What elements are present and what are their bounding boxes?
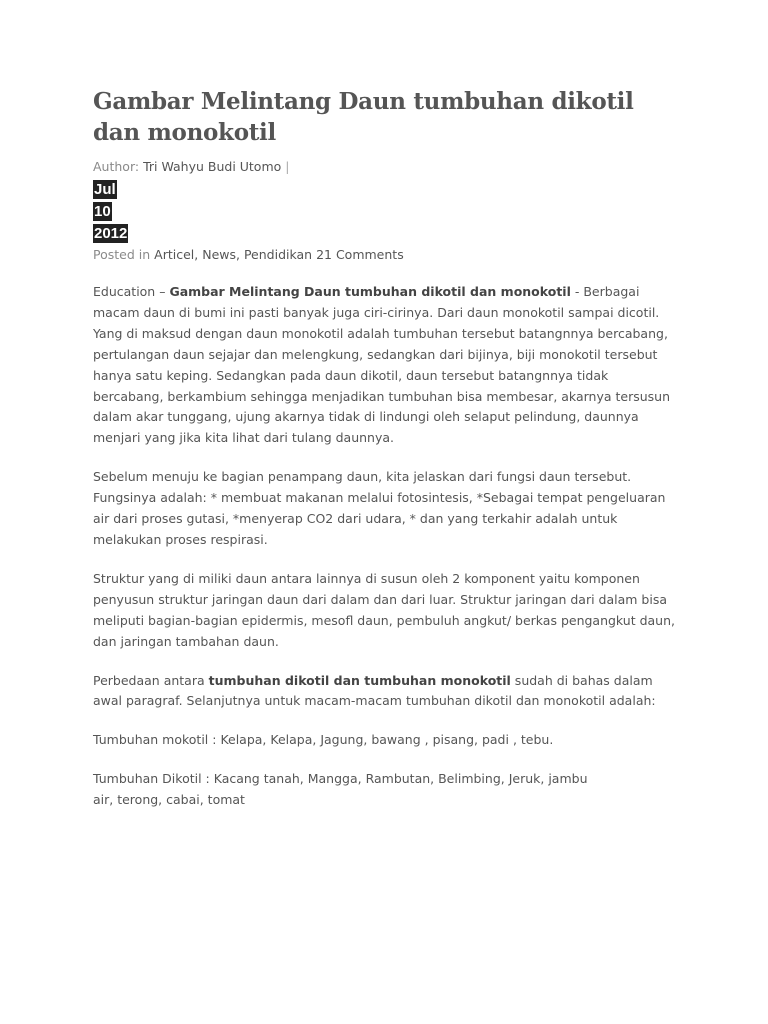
category-link-news[interactable]: News xyxy=(202,247,236,262)
dicot-list-line2: air, terong, cabai, tomat xyxy=(93,792,245,808)
category-link-articel[interactable]: Articel xyxy=(154,247,195,262)
date-day: 10 xyxy=(94,203,111,220)
author-link[interactable]: Tri Wahyu Budi Utomo xyxy=(143,159,282,174)
paragraph-structure: Struktur yang di miliki daun antara lainnya di susun oleh 2 komponent yaitu komponen penyusun struktur jaringan daun dari dalam dan dari luar. Struktur jaringan dari dalam bisa meliputi bagian-bagian epidermis, mesofl daun, pembuluh angkut/ berkas pengangkut daun, dan jaringan tambahan daun. xyxy=(93,570,676,649)
intro-bold-title: Gambar Melintang Daun tumbuhan dikotil dan monokotil xyxy=(169,284,571,299)
paragraph-dicot-list xyxy=(93,769,678,811)
differences-text: sudah di bahas dalam awal paragraf. Selanjutnya untuk macam-macam tumbuhan dikotil dan monokotil adalah: xyxy=(93,672,656,709)
posted-in-line: Posted in Articel, News, Pendidikan 21 Comments xyxy=(93,247,404,262)
intro-text: - Berbagai macam daun di bumi ini pasti banyak juga ciri-cirinya. Dari daun monokotil sampai dicotil. Yang di maksud dengan daun monokotil adalah tumbuhan tersebut batangnnya bercabang, pertulangan daun sejajar dan melengkung, sedangkan dari bijinya, biji monokotil tersebut hanya satu keping. Sedangkan pada daun dikotil, daun tersebut batangnnya tidak bercabang, berkambium sehingga menjadikan tumbuhan bisa membesar, akarnya tersusun dalam akar tunggang, ujung akarnya tidak di lindungi oleh selaput pelindung, daunnya menjari yang jika kita lihat dari tulang daunnya. xyxy=(93,284,670,446)
differences-prefix: Perbedaan antara xyxy=(93,672,209,688)
paragraph-monocot-list: Tumbuhan mokotil : Kelapa, Kelapa, Jagung, bawang , pisang, padi , tebu. xyxy=(93,732,554,748)
article-title: Gambar Melintang Daun tumbuhan dikotil dan monokotil xyxy=(93,88,634,146)
dicot-list-line1: Tumbuhan Dikotil : Kacang tanah, Mangga, Rambutan, Belimbing, Jeruk, jambu xyxy=(93,771,588,787)
article-body xyxy=(93,282,678,829)
paragraph-functions: Sebelum menuju ke bagian penampang daun, kita jelaskan dari fungsi daun tersebut. Fungsinya adalah: * membuat makanan melalui fotosintesis, *Sebagai tempat pengeluaran air dari proses gutasi, *menyerap CO2 dari udara, * dan yang terkahir adalah untuk melakukan proses respirasi. xyxy=(93,469,666,547)
comments-link[interactable]: 21 Comments xyxy=(316,247,404,262)
author-separator: | xyxy=(285,159,290,174)
date-month: Jul xyxy=(94,181,116,198)
intro-prefix: Education – xyxy=(93,284,170,299)
paragraph-intro xyxy=(93,282,678,449)
paragraph-differences xyxy=(93,671,678,713)
author-line xyxy=(93,158,290,176)
date-year: 2012 xyxy=(94,225,128,242)
author-label: Author: xyxy=(93,159,140,174)
posted-label: Posted in xyxy=(93,247,151,262)
category-link-pendidikan[interactable]: Pendidikan xyxy=(243,247,313,262)
differences-bold: tumbuhan dikotil dan tumbuhan monokotil xyxy=(208,672,511,688)
